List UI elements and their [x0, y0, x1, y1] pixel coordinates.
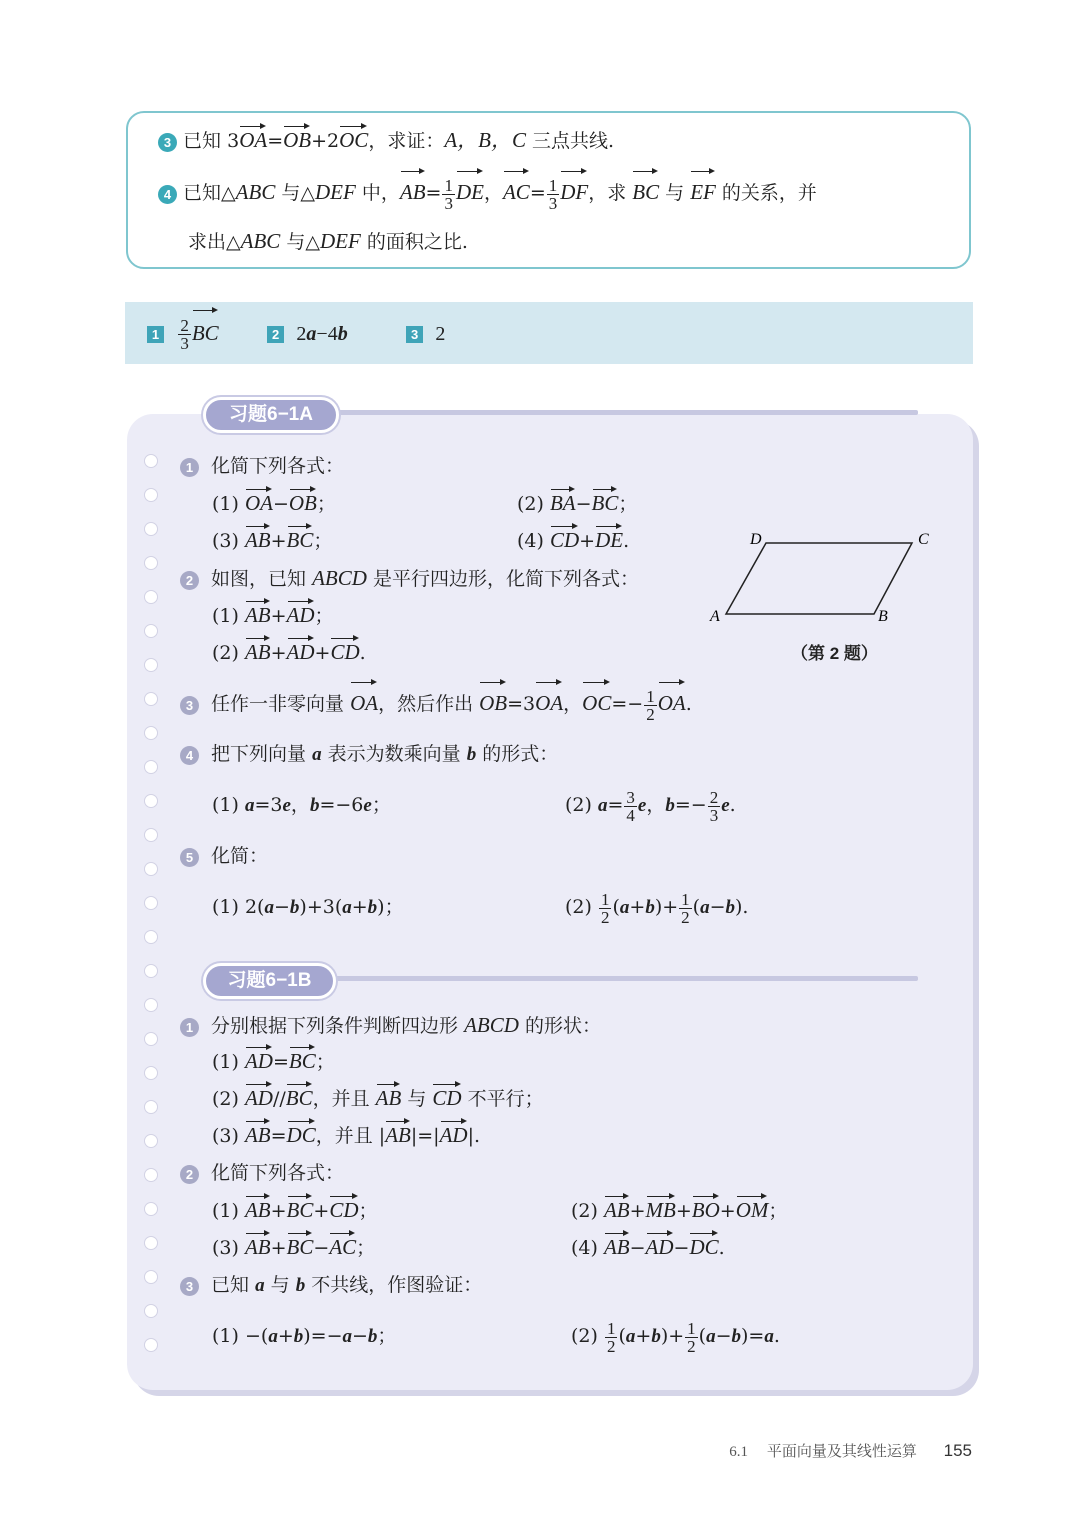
vector-ac: AC [503, 172, 530, 212]
a-q2-stem: 2 如图，已知 ABCD 是平行四边形，化简下列各式： [180, 565, 639, 592]
number-badge: 5 [180, 848, 199, 867]
vector-ob: OB [283, 128, 312, 152]
answers: 1 $\frac{2}{3}$ BC 2 2a−4b 3 2 [147, 311, 445, 356]
binder-hole [144, 828, 158, 842]
a-q1-part4: (4) CD+DE. [517, 528, 630, 552]
binder-hole [144, 1134, 158, 1148]
a-q4-part2: (2) a= $\frac{3}{4}$ e，b=− $\frac{2}{3}$ e. [565, 787, 736, 825]
section-b-tab: 习题6−1B [203, 963, 336, 999]
tab-rule [330, 976, 918, 981]
binder-hole [144, 488, 158, 502]
label-b: B [878, 608, 888, 625]
binder-hole [144, 1270, 158, 1284]
fraction: $\frac{1}{3}$ [548, 175, 558, 213]
vector-ef: EF [690, 172, 716, 212]
binder-hole [144, 930, 158, 944]
a-q3: 3 任作一非零向量 OA，然后作出 OB=3OA，OC=− $\frac{1}{2}$ OA. [180, 683, 692, 724]
binder-hole [144, 1338, 158, 1352]
binder-hole [144, 964, 158, 978]
exercise-4-line2: 求出△ABC 与△DEF 的面积之比. [188, 229, 468, 253]
number-badge: 2 [180, 571, 199, 590]
vector-oa: OA [239, 128, 268, 152]
label-c: C [918, 531, 929, 548]
b-q3-stem: 3 已知 a 与 b 不共线，作图验证： [180, 1272, 482, 1299]
binder-hole [144, 658, 158, 672]
b-q3-part2: (2) $\frac{1}{2}$ (a+b)+ $\frac{1}{2}$ (a−b)=a. [571, 1318, 780, 1356]
b-q2-part4: (4) AB−AD−DC. [571, 1235, 725, 1259]
parallelogram-figure [700, 525, 940, 635]
a-q2-part2: (2) AB+AD+CD. [212, 640, 366, 664]
binder-hole [144, 454, 158, 468]
b-q2-part3: (3) AB+BC−AC； [212, 1235, 376, 1259]
number-badge: 1 [180, 458, 199, 477]
a-q1-part3: (3) AB+BC； [212, 528, 333, 552]
a-q1-part2: (2) BA−BC； [517, 491, 638, 515]
vector-ab: AB [400, 172, 426, 212]
label-a: A [710, 608, 720, 625]
binder-hole [144, 1202, 158, 1216]
b-q2-stem: 2 化简下列各式： [180, 1160, 344, 1186]
number-badge: 4 [180, 746, 199, 765]
vector-bc: BC [632, 172, 659, 212]
figure-caption: （第 2 题） [791, 644, 878, 663]
binder-hole [144, 998, 158, 1012]
a-q5-part1: (1) 2(a−b)+3(a+b)； [212, 896, 404, 918]
vector-de: DE [456, 172, 484, 212]
binder-hole [144, 794, 158, 808]
binder-hole [144, 590, 158, 604]
tab-rule [330, 410, 918, 415]
number-badge: 3 [180, 696, 199, 715]
answer-number: 2 [267, 326, 284, 343]
answer-number: 3 [406, 326, 423, 343]
b-q1-stem: 1 分别根据下列条件判断四边形 ABCD 的形状： [180, 1012, 601, 1039]
label-d: D [750, 531, 762, 548]
binder-hole [144, 760, 158, 774]
a-q4-part1: (1) a=3e，b=−6e； [212, 794, 391, 816]
number-badge: 1 [180, 1018, 199, 1037]
binder-hole [144, 692, 158, 706]
a-q2-part1: (1) AB+AD； [212, 603, 334, 627]
binder-hole [144, 1236, 158, 1250]
exercise-4-line1: 4 已知△ABC 与△DEF 中，AB= $\frac{1}{3}$ DE，AC= $\frac{1}{3}$ DF，求 BC 与 EF 的关系，并 [158, 172, 817, 213]
b-q2-part1: (1) AB+BC+CD； [212, 1198, 378, 1222]
section-a-tab: 习题6−1A [203, 397, 339, 433]
exercise-3: 3 已知 3OA=OB+2OC，求证：A，B，C 三点共线. [158, 127, 614, 154]
a-q1-stem: 1 化简下列各式： [180, 453, 344, 479]
vector-bc: BC [192, 311, 219, 355]
binder-hole [144, 896, 158, 910]
binder-hole [144, 556, 158, 570]
number-badge: 3 [180, 1277, 199, 1296]
page-footer [729, 1440, 972, 1461]
binder-hole [144, 1100, 158, 1114]
number-badge: 2 [180, 1165, 199, 1184]
b-q1-part3: (3) AB=DC，并且 |AB|=|AD|. [212, 1123, 481, 1147]
page-number: 155 [943, 1441, 972, 1460]
vector-df: DF [560, 172, 588, 212]
b-q1-part1: (1) AD=BC； [212, 1049, 335, 1073]
footer-section: 6.1 [729, 1444, 749, 1460]
binder-hole [144, 726, 158, 740]
binder-hole [144, 1032, 158, 1046]
binder-hole [144, 1168, 158, 1182]
binder-hole [144, 624, 158, 638]
b-q1-part2: (2) AD//BC，并且 AB 与 CD 不平行； [212, 1086, 544, 1110]
fraction: $\frac{1}{3}$ [444, 175, 453, 213]
a-q1-part1: (1) OA−OB； [212, 491, 336, 515]
binder-hole [144, 862, 158, 876]
a-q5-part2: (2) $\frac{1}{2}$ (a+b)+ $\frac{1}{2}$ (a−b). [565, 889, 749, 927]
binder-hole [144, 1304, 158, 1318]
a-q5-stem: 5 化简： [180, 843, 268, 869]
answer-number: 1 [147, 326, 164, 343]
b-q3-part1: (1) −(a+b)=−a−b； [212, 1325, 397, 1347]
b-q2-part2: (2) AB+MB+BO+OM； [571, 1198, 788, 1222]
number-badge: 4 [158, 185, 177, 204]
vector-oc: OC [339, 128, 369, 152]
a-q4-stem: 4 把下列向量 a 表示为数乘向量 b 的形式： [180, 741, 558, 768]
fraction: $\frac{2}{3}$ [180, 316, 189, 353]
binder-hole [144, 522, 158, 536]
number-badge: 3 [158, 133, 177, 152]
footer-title: 平面向量及其线性运算 [766, 1442, 917, 1460]
binder-hole [144, 1066, 158, 1080]
